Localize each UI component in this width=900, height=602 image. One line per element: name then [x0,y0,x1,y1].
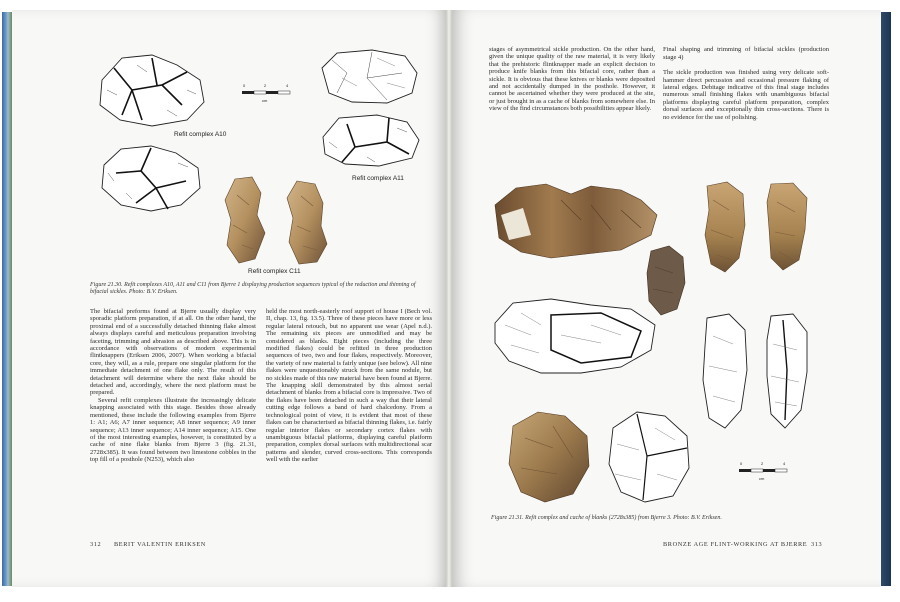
scale-tick-0: 0 [740,461,743,466]
refit-a11-drawing [317,48,422,106]
right-column-2 [663,46,829,121]
figure-caption-21-30: Figure 21.30. Refit complexes A10, A11 and C11 from Bjerre 1 displaying production sequences typical of the reduction and thinning of bifacial sickles. Photo: B.V. Eriksen. [90,282,416,296]
running-author: BERIT VALENTIN ERIKSEN [114,541,206,548]
book-cover-edge-right [881,12,891,586]
flint-blank-photo-2 [761,180,813,272]
flint-cache-photo-small [503,408,593,506]
label-refit-a11: Refit complex A11 [352,175,404,182]
scale-tick-4: 4 [783,461,786,466]
figure-caption-21-31: Figure 21.31. Refit complex and cache of blanks (2728x385) from Bjerre 3. Photo: B.V. Eriksen. [491,515,722,521]
left-column-2 [266,308,432,464]
label-refit-a10: Refit complex A10 [174,131,227,138]
paragraph: held the most north-easterly roof support of house I (Bech vol. II, chap. 13, fig. 13.5). Three of these pieces have more or less regular lateral retouch, but no apparent use wear (Apel n.d.). The remaining six pieces are unmodified and may be considered as blanks. Eight pieces (including the three modified flakes) could be refitted in three production sequences of two, two and four flakes, respectively. Moreover, the variety of raw material is fairly unique (see below). All nine flakes were unquestionably struck from the same nodule, but no sickles made of this raw material have been found at Bjerre. The knapping skill demonstrated by this almost serial detachment of blanks from a bifacial core is impressive. Two of the flakes have been detached in such a way that their lateral cutting edge follows a band of hard chalcedony. From a technological point of view, it is evident that most of these flakes can be characterised as bifacial thinning flakes, i.e. fairly regular interior flakes or secondary cortex flakes with unambiguous bifacial platforms, displaying careful platform preparation, complex dorsal surfaces with multidirectional scar patterns and slender, curved cross-sections. This corresponds well with the earlier [266,308,432,464]
left-column-1 [90,308,256,464]
flint-drawing-small [603,408,693,506]
paragraph: The sickle production was finished using very delicate soft-hammer direct percussion and occasional pressure flaking of lateral edges. Debitage indicative of this final stage includes numerous small finishing flakes with unambiguous bifacial platforms displaying careful platform preparation, complex dorsal surfaces and exceptionally thin cross-sections. There is no evidence for the use of polishing. [663,69,829,121]
book-gutter [446,10,452,587]
refit-a11-drawing-2 [317,112,422,168]
scale-tick-2: 2 [264,83,267,88]
running-head: BRONZE AGE FLINT-WORKING AT BJERRE [663,541,808,548]
refit-c11-photo-right [277,178,332,266]
scale-bar [242,90,292,98]
left-page [12,10,449,587]
paragraph: Several refit complexes illustrate the increasingly delicate knapping associated with this stage. Besides those already mentioned, these include the following examples from Bjerre 1: A1; A6; A7 inner sequence; A8 inner sequence; A9 inner sequence; A13 inner sequence; A14 inner sequence; A15. One of the most interesting examples, however, is constituted by a cache of nine flake blanks from Bjerre 3 (fig. 21.31, 2728x385). It was found between two limestone cobbles in the top fill of a posthole (N253), which also [90,396,256,464]
scale-tick-2: 2 [761,461,764,466]
paragraph: The bifacial preforms found at Bjerre usually display very sporadic platform preparation, if at all. On the other hand, the proximal end of a successfully detached thinning flake almost always displays careful and meticulous preparation involving faceting, trimming and abrasion as described above. This is in accordance with observations of modern experimental flintknappers (Eriksen 2006, 2007). When working a bifacial core, they will, as a rule, prepare one singular platform for the immediate detachment of one flake only. The result of this detachment will determine where the next flake should be detached and, accordingly, where the next platform must be prepared. [90,308,256,397]
flint-drawing-blank-2 [761,310,813,432]
scale-tick-0: 0 [243,83,246,88]
right-column-1 [489,46,655,113]
right-page [451,10,881,587]
page-number: 312 [90,541,102,548]
scale-unit: cm [759,476,765,481]
flint-cache-photo-large [491,180,661,260]
scale-unit: cm [262,98,268,103]
refit-a10-drawing [92,50,212,130]
section-heading: Final shaping and trimming of bifacial sickles (production stage 4) [663,46,829,61]
page-number: 313 [811,541,823,548]
scale-bar [739,468,789,476]
flint-blank-photo-1 [699,180,751,275]
flint-drawing-blank-1 [699,310,751,432]
paragraph: stages of asymmetrical sickle production. On the other hand, given the unique quality of the raw material, it is very likely that the prehistoric flintknapper made an explicit decision to produce knife blanks from this bifacial core, rather than a sickle. It is obvious that these knives or blanks were deposited and not accidentally dumped in the posthole. However, it cannot be ascertained whether they were produced at the site, or just brought in as a cache of blanks from somewhere else. In view of the find circumstances both possibilities appear likely. [489,46,655,113]
scale-tick-4: 4 [286,83,289,88]
label-refit-c11: Refit complex C11 [248,268,301,275]
book-cover-edge-left [2,12,12,586]
refit-c11-photo-left [217,175,272,265]
refit-a10-drawing-2 [96,143,206,215]
flint-drawing-large [491,295,661,377]
